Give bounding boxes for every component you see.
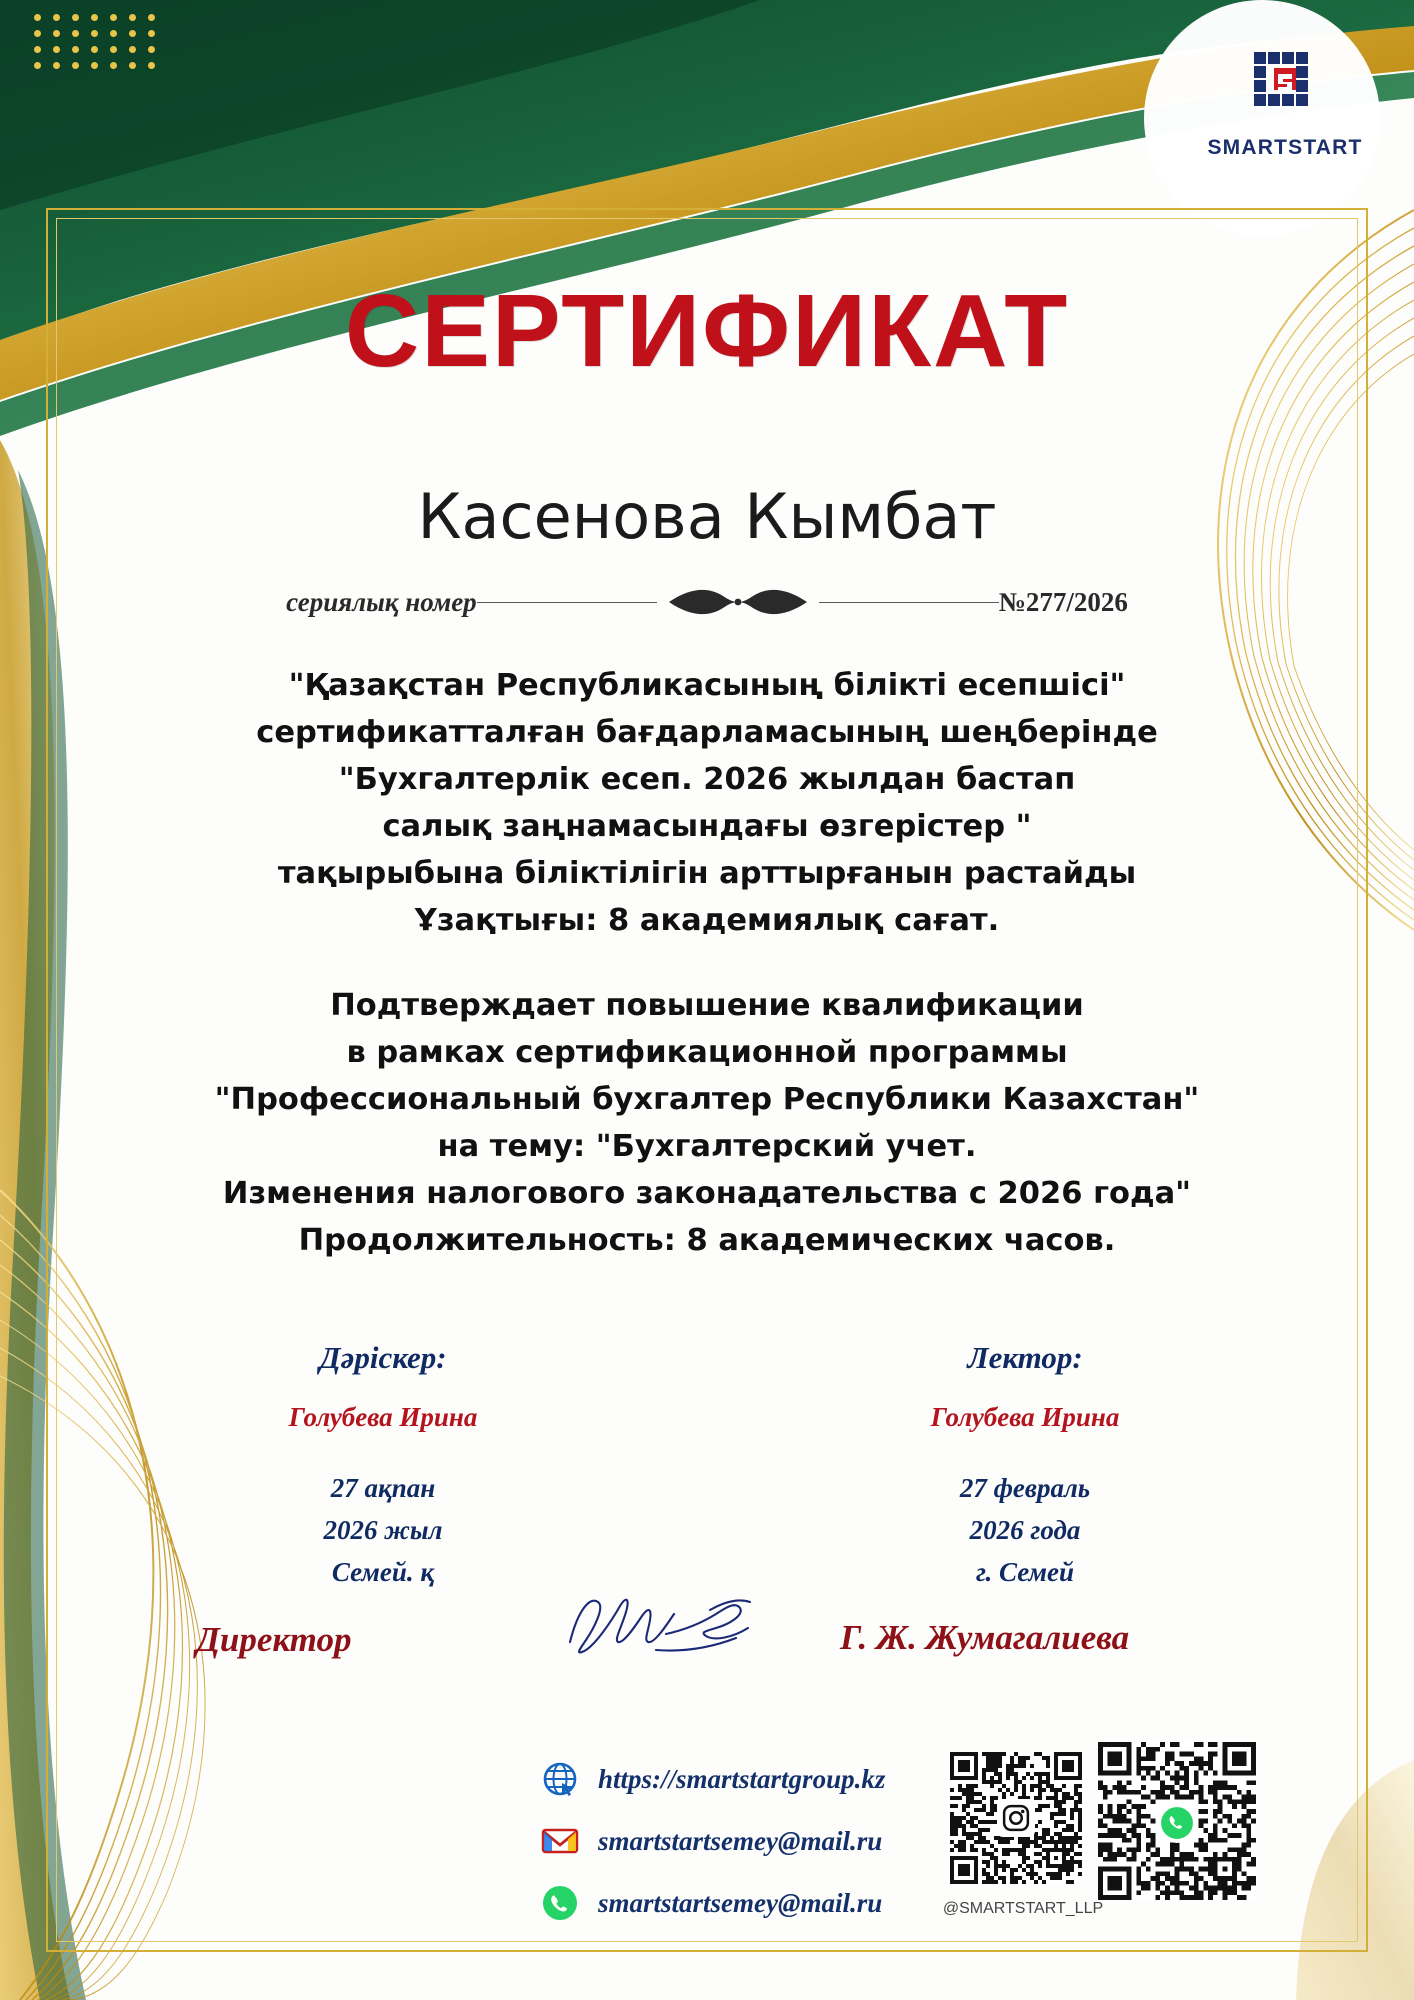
body-kazakh-line: Ұзақтығы: 8 академиялық сағат. — [414, 903, 1000, 938]
contact-list — [540, 1748, 960, 1934]
body-russian-line: Продолжительность: 8 академических часов. — [298, 1223, 1116, 1258]
body-text-russian — [0, 982, 1414, 1264]
contact-text: https://smartstartgroup.kz — [598, 1763, 886, 1794]
flourish-ornament-icon — [663, 585, 813, 619]
globe-icon — [540, 1759, 580, 1799]
lecture-date-day-russian: 27 февраль — [959, 1473, 1091, 1503]
lecturer-block-kazakh — [168, 1340, 598, 1593]
body-russian-line: Подтверждает повышение квалификации — [330, 988, 1084, 1023]
body-kazakh-line: "Бухгалтерлік есеп. 2026 жылдан бастап — [338, 762, 1076, 797]
lecturer-name-kazakh: Голубева Ирина — [288, 1402, 478, 1432]
body-kazakh-line: салық заңнамасындағы өзгерістер " — [382, 809, 1032, 844]
contact-text: smartstartsemey@mail.ru — [598, 1825, 883, 1856]
signature-icon — [560, 1580, 810, 1670]
body-russian-line: на тему: "Бухгалтерский учет. — [437, 1129, 977, 1164]
brand-name: SMARTSTART — [1207, 136, 1363, 159]
instagram-icon — [997, 1799, 1035, 1837]
lecture-date-year-russian: 2026 года — [969, 1515, 1081, 1545]
body-kazakh-line: тақырыбына біліктілігін арттырғанын растайды — [277, 856, 1137, 891]
lecture-date-year-kazakh: 2026 жыл — [323, 1515, 443, 1545]
contact-row[interactable] — [540, 1810, 960, 1872]
body-russian-line: Изменения налогового законадательства с 2026 года" — [222, 1176, 1192, 1211]
divider-right — [819, 602, 999, 603]
lecturer-heading-kazakh: Дәріскер: — [319, 1340, 447, 1375]
contact-row[interactable] — [540, 1748, 960, 1810]
lecture-date-day-kazakh: 27 ақпан — [330, 1473, 436, 1503]
lecture-city-kazakh: Семей. қ — [331, 1557, 435, 1587]
body-russian-line: в рамках сертификационной программы — [346, 1035, 1068, 1070]
page-title: СЕРТИФИКАТ — [344, 273, 1070, 388]
lecturer-heading-russian: Лектор: — [967, 1340, 1083, 1375]
instagram-handle: @SMARTSTART_LLP — [942, 1900, 1104, 1917]
director-label: Директор — [196, 1620, 352, 1659]
recipient-name: Касенова Кымбат — [417, 480, 997, 553]
whatsapp-icon — [540, 1883, 580, 1923]
lecture-city-russian: г. Семей — [975, 1557, 1075, 1587]
body-text-kazakh — [0, 662, 1414, 944]
serial-number-row — [0, 578, 1414, 626]
gmail-icon — [540, 1821, 580, 1861]
body-kazakh-line: сертификатталған бағдарламасының шеңберінде — [256, 715, 1158, 750]
body-russian-line: "Профессиональный бухгалтер Республики Казахстан" — [214, 1082, 1200, 1117]
whatsapp-icon — [1157, 1803, 1197, 1843]
serial-label: сериялық номер — [286, 586, 477, 617]
body-kazakh-line: "Қазақстан Республикасының білікті есепшісі" — [288, 668, 1126, 703]
contact-text: smartstartsemey@mail.ru — [598, 1887, 883, 1918]
lecturer-block-russian — [810, 1340, 1240, 1593]
serial-value: №277/2026 — [998, 586, 1128, 617]
divider-left — [477, 602, 657, 603]
lecturer-name-russian: Голубева Ирина — [930, 1402, 1120, 1432]
contact-row[interactable] — [540, 1872, 960, 1934]
signatory-name: Г. Ж. Жумагалиева — [840, 1618, 1130, 1657]
